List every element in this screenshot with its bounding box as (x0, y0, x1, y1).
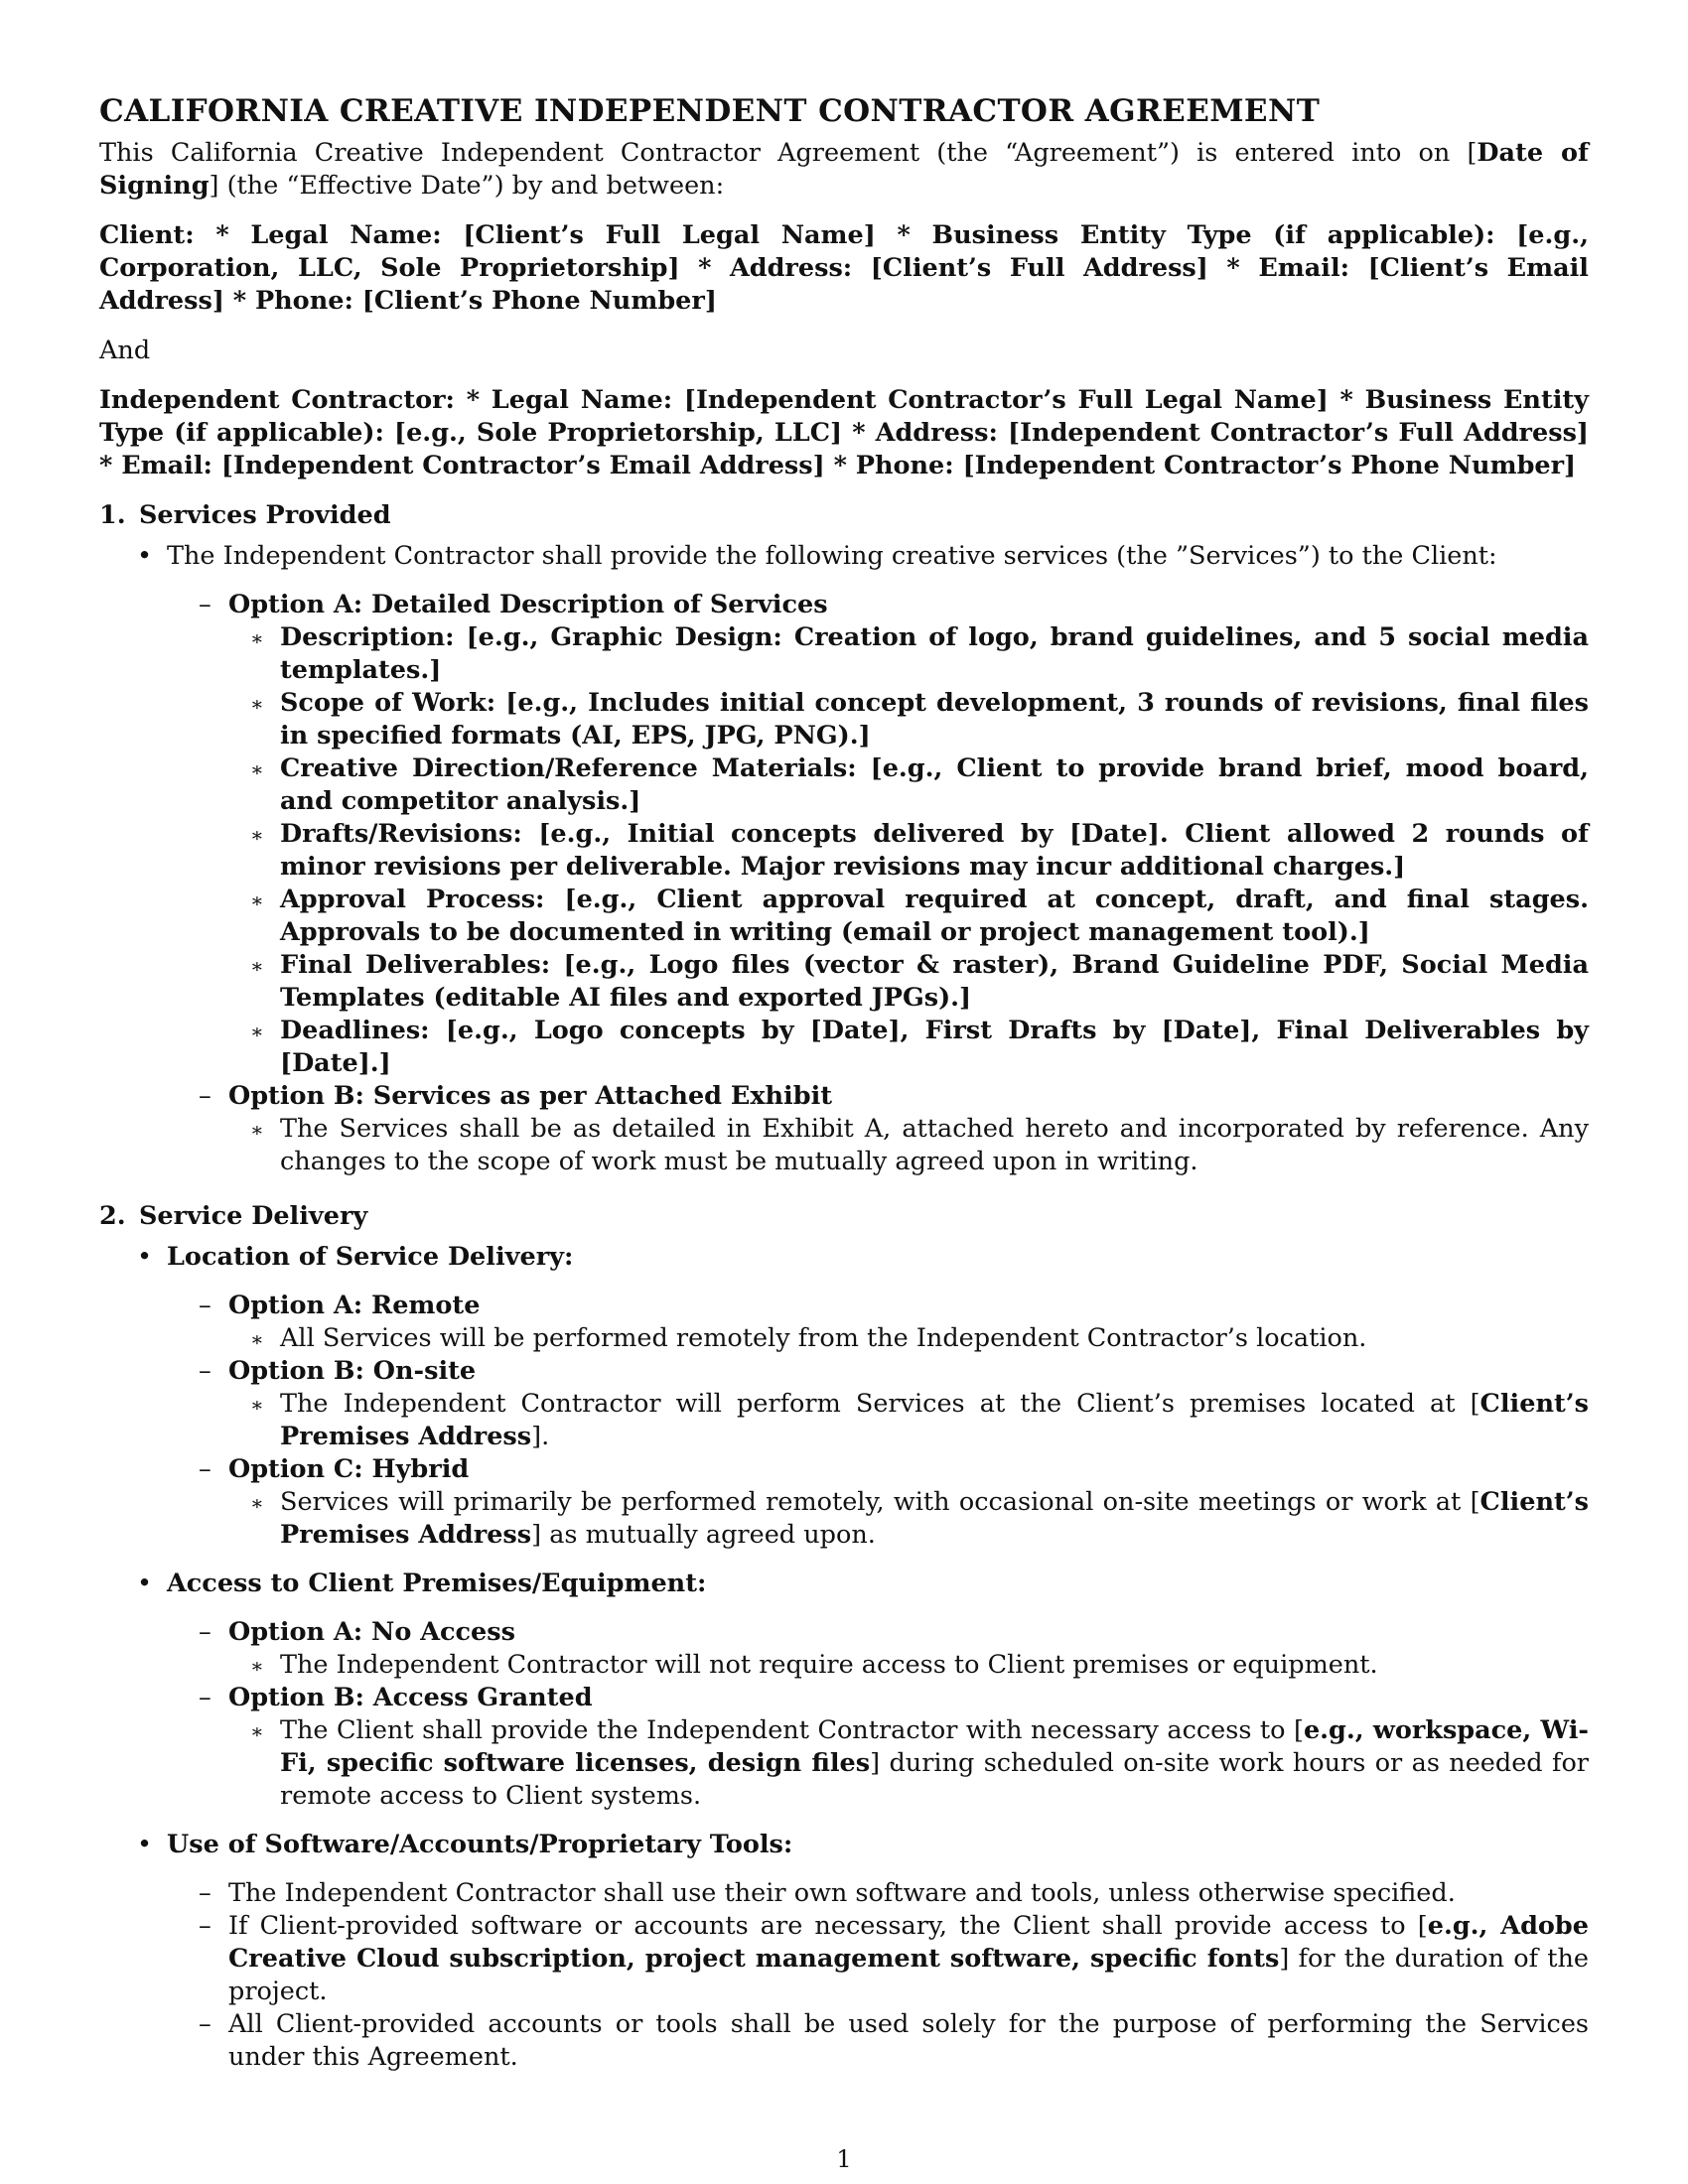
bullet-marker: • (137, 1242, 153, 1272)
bullet-marker: • (137, 1569, 153, 1598)
star-marker: ∗ (250, 888, 264, 912)
dash-marker: – (199, 1617, 211, 1647)
list-item: ∗ The Independent Contractor will perform Services at the Client’s premises located at [Client’s Premises Address]. (250, 1389, 1589, 1451)
option-label: – Option B: On-site (199, 1356, 477, 1386)
star-marker: ∗ (250, 626, 264, 650)
list-item: ∗ The Independent Contractor will not require access to Client premises or equipment. (99, 1649, 1589, 1682)
list-item: ∗ The Services shall be as detailed in Exhibit A, attached hereto and incorporated by reference. Any changes to the scope of work must be mutually agreed upon in writing. (250, 1114, 1589, 1176)
list-item: ∗ Creative Direction/Reference Materials: [e.g., Client to provide brand brief, mood board, and competitor analysis.] (250, 753, 1589, 816)
dash-marker: – (199, 1081, 211, 1111)
star-marker: ∗ (250, 954, 264, 978)
dash-marker: – (199, 1878, 211, 1908)
bullet-marker: • (137, 1830, 153, 1859)
star-marker: ∗ (250, 1118, 264, 1142)
page-number: 1 (836, 2145, 852, 2173)
list-item: – The Independent Contractor shall use their own software and tools, unless otherwise specified. (199, 1878, 1456, 1908)
subsection-heading: • Location of Service Delivery: (137, 1242, 574, 1272)
option-label: – Option A: Remote (199, 1291, 481, 1320)
list-item: ∗ Deadlines: [e.g., Logo concepts by [Date], First Drafts by [Date], Final Deliverables by [Date].] (250, 1016, 1589, 1078)
section-1-heading: 1. Services Provided (99, 500, 391, 530)
star-marker: ∗ (250, 692, 264, 716)
option-label: – Option A: No Access (199, 1617, 515, 1647)
option-label: – Option C: Hybrid (199, 1454, 470, 1484)
dash-marker: – (199, 1911, 211, 1941)
list-item: • The Independent Contractor shall provide the following creative services (the ”Services”) to the Client: (137, 541, 1497, 571)
contractor-block: Independent Contractor: * Legal Name: [Independent Contractor’s Full Legal Name] * Business Entity Type (if applicable): [e.g., Sole Proprietorship, LLC] * Address: [Independent Contractor’s Full Address] * Email: [Independent Contractor’s Email Address] * Phone: [Independent Contractor’s Phone Number] (99, 385, 1589, 480)
subsection-heading: • Use of Software/Accounts/Proprietary Tools: (137, 1830, 793, 1859)
list-item: ∗ Final Deliverables: [e.g., Logo files (vector & raster), Brand Guideline PDF, Social Media Templates (editable AI files and exported JPGs).] (250, 950, 1589, 1013)
list-item: – All Client-provided accounts or tools shall be used solely for the purpose of performing the Services under this Agreement. (199, 2009, 1589, 2072)
star-marker: ∗ (250, 1491, 264, 1515)
dash-marker: – (199, 1356, 211, 1386)
list-item: ∗ All Services will be performed remotely from the Independent Contractor’s location. (99, 1322, 1589, 1355)
dash-marker: – (199, 590, 211, 619)
list-item: ∗ Scope of Work: [e.g., Includes initial concept development, 3 rounds of revisions, final files in specified formats (AI, EPS, JPG, PNG).] (250, 688, 1589, 751)
intro-paragraph: This California Creative Independent Contractor Agreement (the “Agreement”) is entered into on [Date of Signing] (the “Effective Date”) by and between: (99, 138, 1589, 201)
star-marker: ∗ (250, 1719, 264, 1743)
list-item: – If Client-provided software or accounts are necessary, the Client shall provide access to [e.g., Adobe Creative Cloud subscription, project management software, specific fonts] for the duration of the project. (199, 1911, 1589, 2006)
dash-marker: – (199, 2009, 211, 2039)
star-marker: ∗ (250, 757, 264, 781)
star-marker: ∗ (250, 1327, 264, 1351)
option-label: – Option B: Services as per Attached Exhibit (199, 1081, 833, 1111)
star-marker: ∗ (250, 1393, 264, 1417)
dash-marker: – (199, 1291, 211, 1320)
list-item: ∗ Drafts/Revisions: [e.g., Initial concepts delivered by [Date]. Client allowed 2 rounds of minor revisions per deliverable. Major revisions may incur additional charges.] (250, 819, 1589, 882)
star-marker: ∗ (250, 1020, 264, 1043)
list-item: ∗ Approval Process: [e.g., Client approval required at concept, draft, and final stages. Approvals to be documented in writing (email or project management tool).] (250, 885, 1589, 947)
option-label: – Option A: Detailed Description of Services (199, 590, 828, 619)
section-2-heading: 2. Service Delivery (99, 1201, 368, 1231)
star-marker: ∗ (250, 823, 264, 847)
dash-marker: – (199, 1454, 211, 1484)
star-marker: ∗ (250, 1654, 264, 1678)
subsection-heading: • Access to Client Premises/Equipment: (137, 1569, 707, 1598)
list-item: ∗ The Client shall provide the Independent Contractor with necessary access to [e.g., workspace, Wi-Fi, specific software licenses, design files] during scheduled on-site work hours or as needed for remote access to Client systems. (250, 1715, 1589, 1811)
dash-marker: – (199, 1683, 211, 1712)
and-text: And (99, 336, 151, 365)
date-placeholder: Date of Signing (99, 138, 1589, 201)
option-label: – Option B: Access Granted (199, 1683, 593, 1712)
list-item: ∗ Description: [e.g., Graphic Design: Creation of logo, brand guidelines, and 5 social media templates.] (250, 622, 1589, 685)
bullet-marker: • (137, 541, 153, 571)
agreement-title: CALIFORNIA CREATIVE INDEPENDENT CONTRACTOR AGREEMENT (99, 93, 1321, 129)
client-block: Client: * Legal Name: [Client’s Full Legal Name] * Business Entity Type (if applicable): [e.g., Corporation, LLC, Sole Proprietorship] * Address: [Client’s Full Address] * Email: [Client’s Email Address] * Phone: [Client’s Phone Number] (99, 220, 1589, 316)
list-item: ∗ Services will primarily be performed remotely, with occasional on-site meetings or work at [Client’s Premises Address] as mutually agreed upon. (250, 1487, 1589, 1550)
